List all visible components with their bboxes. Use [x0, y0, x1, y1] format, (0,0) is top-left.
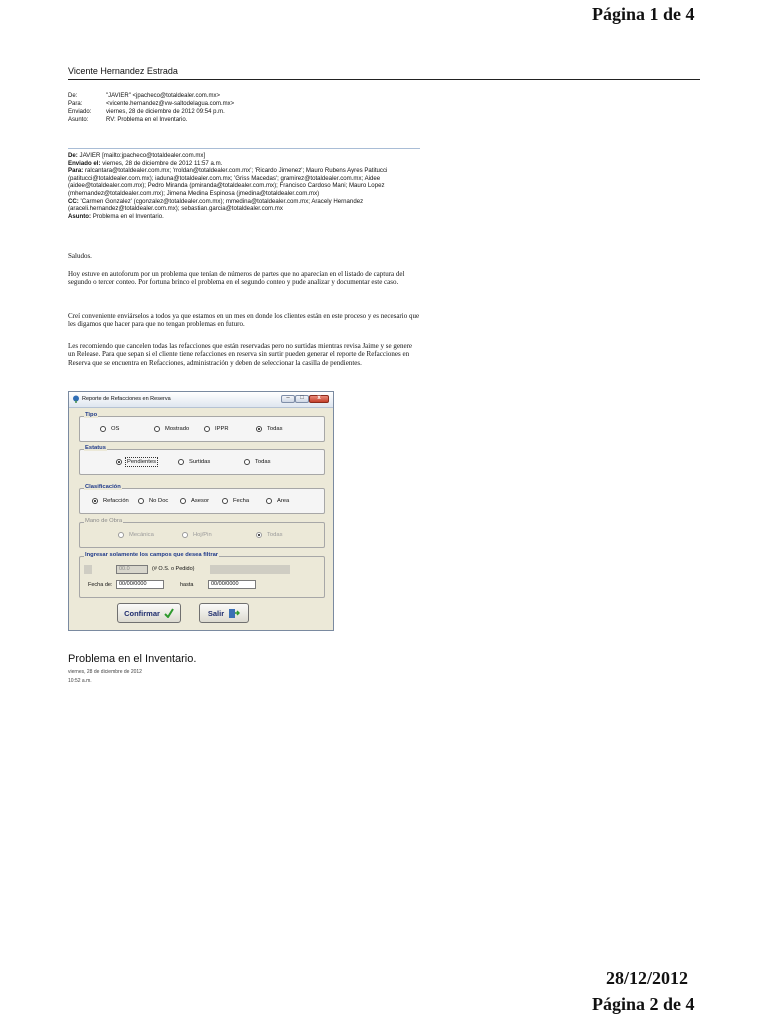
forwarded-header [68, 152, 423, 220]
exit-button[interactable] [199, 603, 249, 623]
radio-mano-hojpin [182, 532, 212, 538]
group-tipo-label: Tipo [85, 412, 98, 418]
group-estatus [79, 445, 325, 475]
fwd-sent [68, 160, 423, 168]
group-mano-obra [79, 518, 325, 548]
meta-value: viernes, 28 de diciembre de 2012 09:54 p.m. [106, 109, 225, 115]
radio-label: Pendientes [127, 459, 157, 465]
fecha-de-label: Fecha de: [88, 582, 113, 588]
fwd-from-label: De: [68, 152, 78, 159]
fwd-subject [68, 213, 423, 221]
radio-icon [204, 426, 210, 432]
radio-clasif-nodoc[interactable] [138, 498, 168, 504]
radio-icon [182, 532, 188, 538]
dialog-titlebar [69, 392, 333, 408]
radio-icon [180, 498, 186, 504]
meta-key: De: [68, 93, 78, 99]
radio-label: Todas [255, 459, 271, 465]
fwd-sent-label: Enviado el: [68, 159, 101, 167]
radio-tipo-os[interactable] [100, 426, 119, 432]
email-meta-block [68, 92, 234, 124]
radio-mano-mecanica [118, 532, 154, 538]
fwd-from-value: JAVIER [mailto:jpacheco@totaldealer.com.mx] [77, 152, 206, 159]
group-clasificacion-label: Clasificación [85, 484, 121, 490]
radio-icon [178, 459, 184, 465]
hasta-input[interactable]: 00/00/0000 [208, 580, 256, 589]
radio-selected-icon [116, 459, 122, 465]
sender-name: Vicente Hernandez Estrada [68, 66, 178, 76]
page-header: Página 1 de 4 [592, 4, 695, 24]
fwd-sent-value: viernes, 28 de diciembre de 2012 11:57 a.m. [100, 159, 223, 167]
maximize-icon: □ [300, 395, 304, 401]
radio-label: OS [111, 426, 120, 432]
meta-row-subject [68, 116, 234, 124]
greeting: Saludos. [68, 252, 92, 260]
meta-key: Enviado: [68, 109, 92, 115]
order-number-hint: (# O.S. o Pedido) [152, 566, 195, 572]
radio-clasif-asesor[interactable] [180, 498, 209, 504]
radio-tipo-mostrado[interactable] [154, 426, 189, 432]
radio-label: Todas [267, 532, 283, 538]
header-divider [68, 79, 700, 80]
fwd-from [68, 152, 423, 160]
hasta-label: hasta [180, 582, 194, 588]
fwd-to-label: Para: [68, 167, 84, 175]
report-dialog-screenshot [68, 391, 334, 631]
body-paragraph: Creí conveniente enviárselos a todos ya que estamos en un mes en donde los clientes están en este proceso y es necesario que les digamos que hacer para que no tengan problemas en futuro. [68, 312, 420, 329]
radio-label: Fecha [233, 498, 250, 504]
close-button[interactable] [309, 395, 329, 403]
note-time: 10:52 a.m. [68, 678, 92, 684]
body-paragraph: Les recomiendo que cancelen todas las refacciones que están reservadas pero no surtidas mientras revisa Jaime y se genere un Release. Para que sepan si el cliente tiene refacciones en reserva sin surtir pueden generar el reporte de Refacciones en Reserva que se encuentra en Refacciones, administración y deben de seleccionar la casilla de pendientes. [68, 342, 413, 367]
app-icon [72, 395, 80, 403]
disabled-field [210, 565, 290, 574]
fwd-to [68, 167, 423, 197]
radio-label: Mostrado [165, 426, 190, 432]
body-paragraph: Hoy estuve en autoforum por un problema que tenían de números de partes que no aparecían en el listado de captura del segundo o tercer conteo. Por fortuna brinco el problema en el segundo conteo y pude analizar y documentar este caso. [68, 270, 405, 287]
close-icon: x [317, 395, 321, 401]
radio-label: IPPR [215, 426, 229, 432]
radio-label: Refacción [103, 498, 129, 504]
radio-icon [244, 459, 250, 465]
group-tipo [79, 412, 325, 442]
confirm-button[interactable] [117, 603, 181, 623]
fwd-cc [68, 198, 423, 213]
disabled-field [84, 565, 92, 574]
exit-label: Salir [207, 608, 225, 618]
radio-label: Todas [267, 426, 283, 432]
meta-value: <vicente.hernandez@vw-saltodelagua.com.mx> [106, 101, 235, 107]
radio-tipo-todas[interactable] [256, 426, 282, 432]
meta-row-sent [68, 108, 234, 116]
note-date: viernes, 28 de diciembre de 2012 [68, 669, 142, 675]
footer-date: 28/12/2012 [606, 968, 689, 988]
fwd-cc-label: CC: [68, 197, 79, 205]
group-mano-obra-label: Mano de Obra [85, 518, 123, 524]
radio-label: No Doc [149, 498, 169, 504]
forward-divider [68, 148, 420, 149]
radio-icon [138, 498, 144, 504]
group-estatus-label: Estatus [85, 445, 106, 451]
radio-label: Surtidas [189, 459, 211, 465]
radio-estatus-pendientes[interactable] [116, 459, 156, 465]
radio-selected-icon [256, 426, 262, 432]
radio-clasif-area[interactable] [266, 498, 289, 504]
fwd-subject-label: Asunto: [68, 212, 92, 220]
radio-tipo-ippr[interactable] [204, 426, 229, 432]
radio-estatus-surtidas[interactable] [178, 459, 210, 465]
confirm-label: Confirmar [124, 608, 160, 618]
fwd-cc-value: 'Carmen Gonzalez' (cgonzalez@totaldealer.com.mx); mmedina@totaldealer.com.mx; Aracely Hernandez (araceli.hernandez@totaldealer.com.mx); sebastian.garcia@totaldealer.com.mx [68, 197, 364, 213]
meta-key: Para: [68, 101, 83, 107]
radio-icon [222, 498, 228, 504]
check-icon [164, 608, 174, 618]
minimize-button[interactable] [281, 395, 295, 403]
meta-value: "JAVIER" <jpacheco@totaldealer.com.mx> [106, 93, 220, 99]
radio-icon [100, 426, 106, 432]
dialog-title: Reporte de Refacciones en Reserva [82, 396, 171, 402]
radio-icon [118, 532, 124, 538]
radio-label: Asesor [191, 498, 210, 504]
group-filtro [79, 552, 325, 598]
radio-selected-icon [256, 532, 262, 538]
fecha-de-input[interactable]: 00/00/0000 [116, 580, 164, 589]
meta-value: RV: Problema en el Inventario. [106, 117, 188, 123]
order-number-input[interactable]: 00.0 [116, 565, 148, 574]
meta-row-from [68, 92, 234, 100]
radio-selected-icon [92, 498, 98, 504]
radio-clasif-refaccion[interactable] [92, 498, 129, 504]
group-filtro-label: Ingresar solamente los campos que desea filtrar [85, 552, 219, 558]
meta-key: Asunto: [68, 117, 89, 123]
radio-icon [266, 498, 272, 504]
note-title: Problema en el Inventario. [68, 653, 197, 665]
radio-label: Mecánica [129, 532, 154, 538]
maximize-button[interactable] [295, 395, 309, 403]
radio-icon [154, 426, 160, 432]
meta-row-to [68, 100, 234, 108]
fwd-subject-value: Problema en el Inventario. [91, 212, 164, 220]
radio-label: Hoj/Pin [193, 532, 212, 538]
exit-door-icon [228, 608, 240, 619]
radio-label: Area [277, 498, 290, 504]
radio-estatus-todas[interactable] [244, 459, 270, 465]
fwd-to-value: ralcantara@totaldealer.com.mx; 'rroldan@totaldealer.com.mx'; 'Ricardo Jimenez'; Mauro Rubens Ayres Patitucci (patitucci@totaldealer.com.mx); iaduna@totaldealer.com.mx; 'Griss Macedas'; gramirez@totaldealer.com.mx; Aidee (aidee@totaldealer.com.mx); Pedro Miranda (pmiranda@totaldealer.com.mx); Francisco Cardoso Mani; Mauro Lopez (mhernandez@totaldealer.com.mx); Jimena Medina Espinosa (jmedina@totaldealer.com.mx) [68, 167, 388, 197]
radio-clasif-fecha[interactable] [222, 498, 249, 504]
minimize-icon: – [286, 395, 290, 401]
footer-page-number: Página 2 de 4 [592, 994, 695, 1014]
group-clasificacion [79, 484, 325, 514]
radio-mano-todas [256, 532, 282, 538]
